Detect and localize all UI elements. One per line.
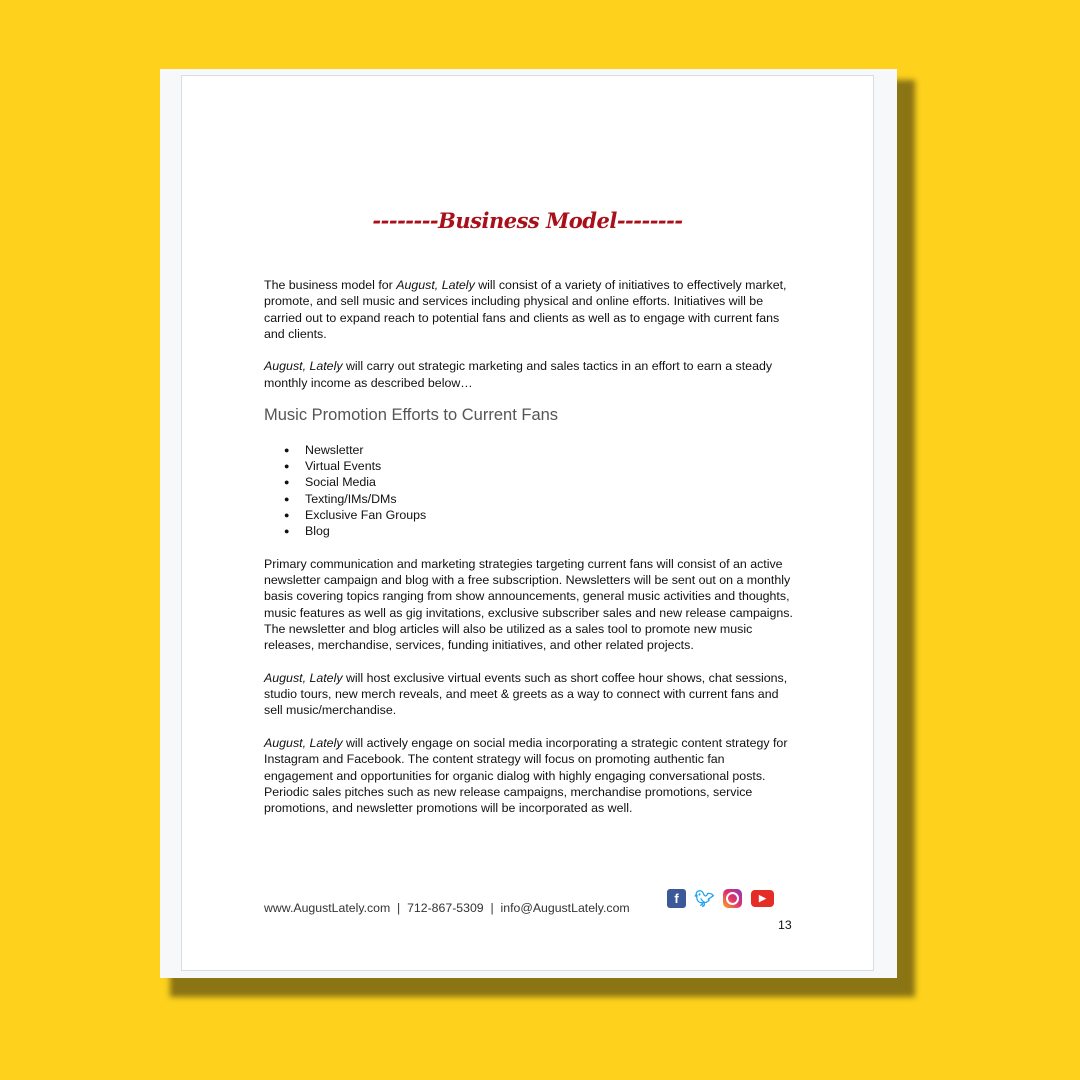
facebook-icon[interactable]: f <box>667 889 686 908</box>
document-body <box>264 277 794 833</box>
strategy-paragraph: August, Lately will carry out strategic marketing and sales tactics in an effort to earn a steady monthly income as described below… <box>264 359 773 390</box>
footer-contact: www.AugustLately.com | 712-867-5309 | info@AugustLately.com <box>264 901 630 915</box>
list-item: ● Newsletter <box>305 442 794 458</box>
virtual-events-paragraph: August, Lately will host exclusive virtual events such as short coffee hour shows, chat sessions, studio tours, new merch reveals, and meet & greets as a way to connect with current fans and sell music/merchandise. <box>264 670 788 718</box>
page-title: --------Business Model-------- <box>372 208 683 233</box>
twitter-icon[interactable]: 🐦︎ <box>694 890 715 908</box>
list-item: ● Social Media <box>305 474 794 490</box>
youtube-icon[interactable]: ▶ <box>751 890 774 907</box>
social-media-paragraph: August, Lately will actively engage on social media incorporating a strategic content strategy for Instagram and Facebook. The content strategy will focus on promoting authentic fan engagement and opportunities for organic dialog with highly engaging conversational posts. Periodic sales pitches such as new release campaigns, merchandise promotions, service promotions, and newsletter promotions will be incorporated as well. <box>264 736 788 816</box>
page-content <box>181 75 874 971</box>
list-item: ● Blog <box>305 523 794 539</box>
instagram-icon[interactable] <box>723 889 742 908</box>
newsletter-paragraph: Primary communication and marketing strategies targeting current fans will consist of an active newsletter campaign and blog with a free subscription. Newsletters will be sent out on a monthly basis covering topics ranging from show announcements, general music activities and thoughts, music features as well as gig invitations, exclusive subscriber sales and new release campaigns. The newsletter and blog articles will also be utilized as a sales tool to promote new music releases, merchandise, services, funding initiatives, and other related projects. <box>264 556 793 653</box>
promotion-list <box>264 442 794 540</box>
list-item: ● Texting/IMs/DMs <box>305 491 794 507</box>
page-number: 13 <box>778 918 792 932</box>
social-icons <box>667 889 774 908</box>
list-item: ● Virtual Events <box>305 458 794 474</box>
intro-paragraph: The business model for August, Lately will consist of a variety of initiatives to effectively market, promote, and sell music and services including physical and online efforts. Initiatives will be carried out to expand reach to potential fans and clients as well as to engage with current fans and clients. <box>264 278 787 341</box>
list-item: ● Exclusive Fan Groups <box>305 507 794 523</box>
section-heading: Music Promotion Efforts to Current Fans <box>264 406 559 425</box>
document-page <box>160 69 897 978</box>
